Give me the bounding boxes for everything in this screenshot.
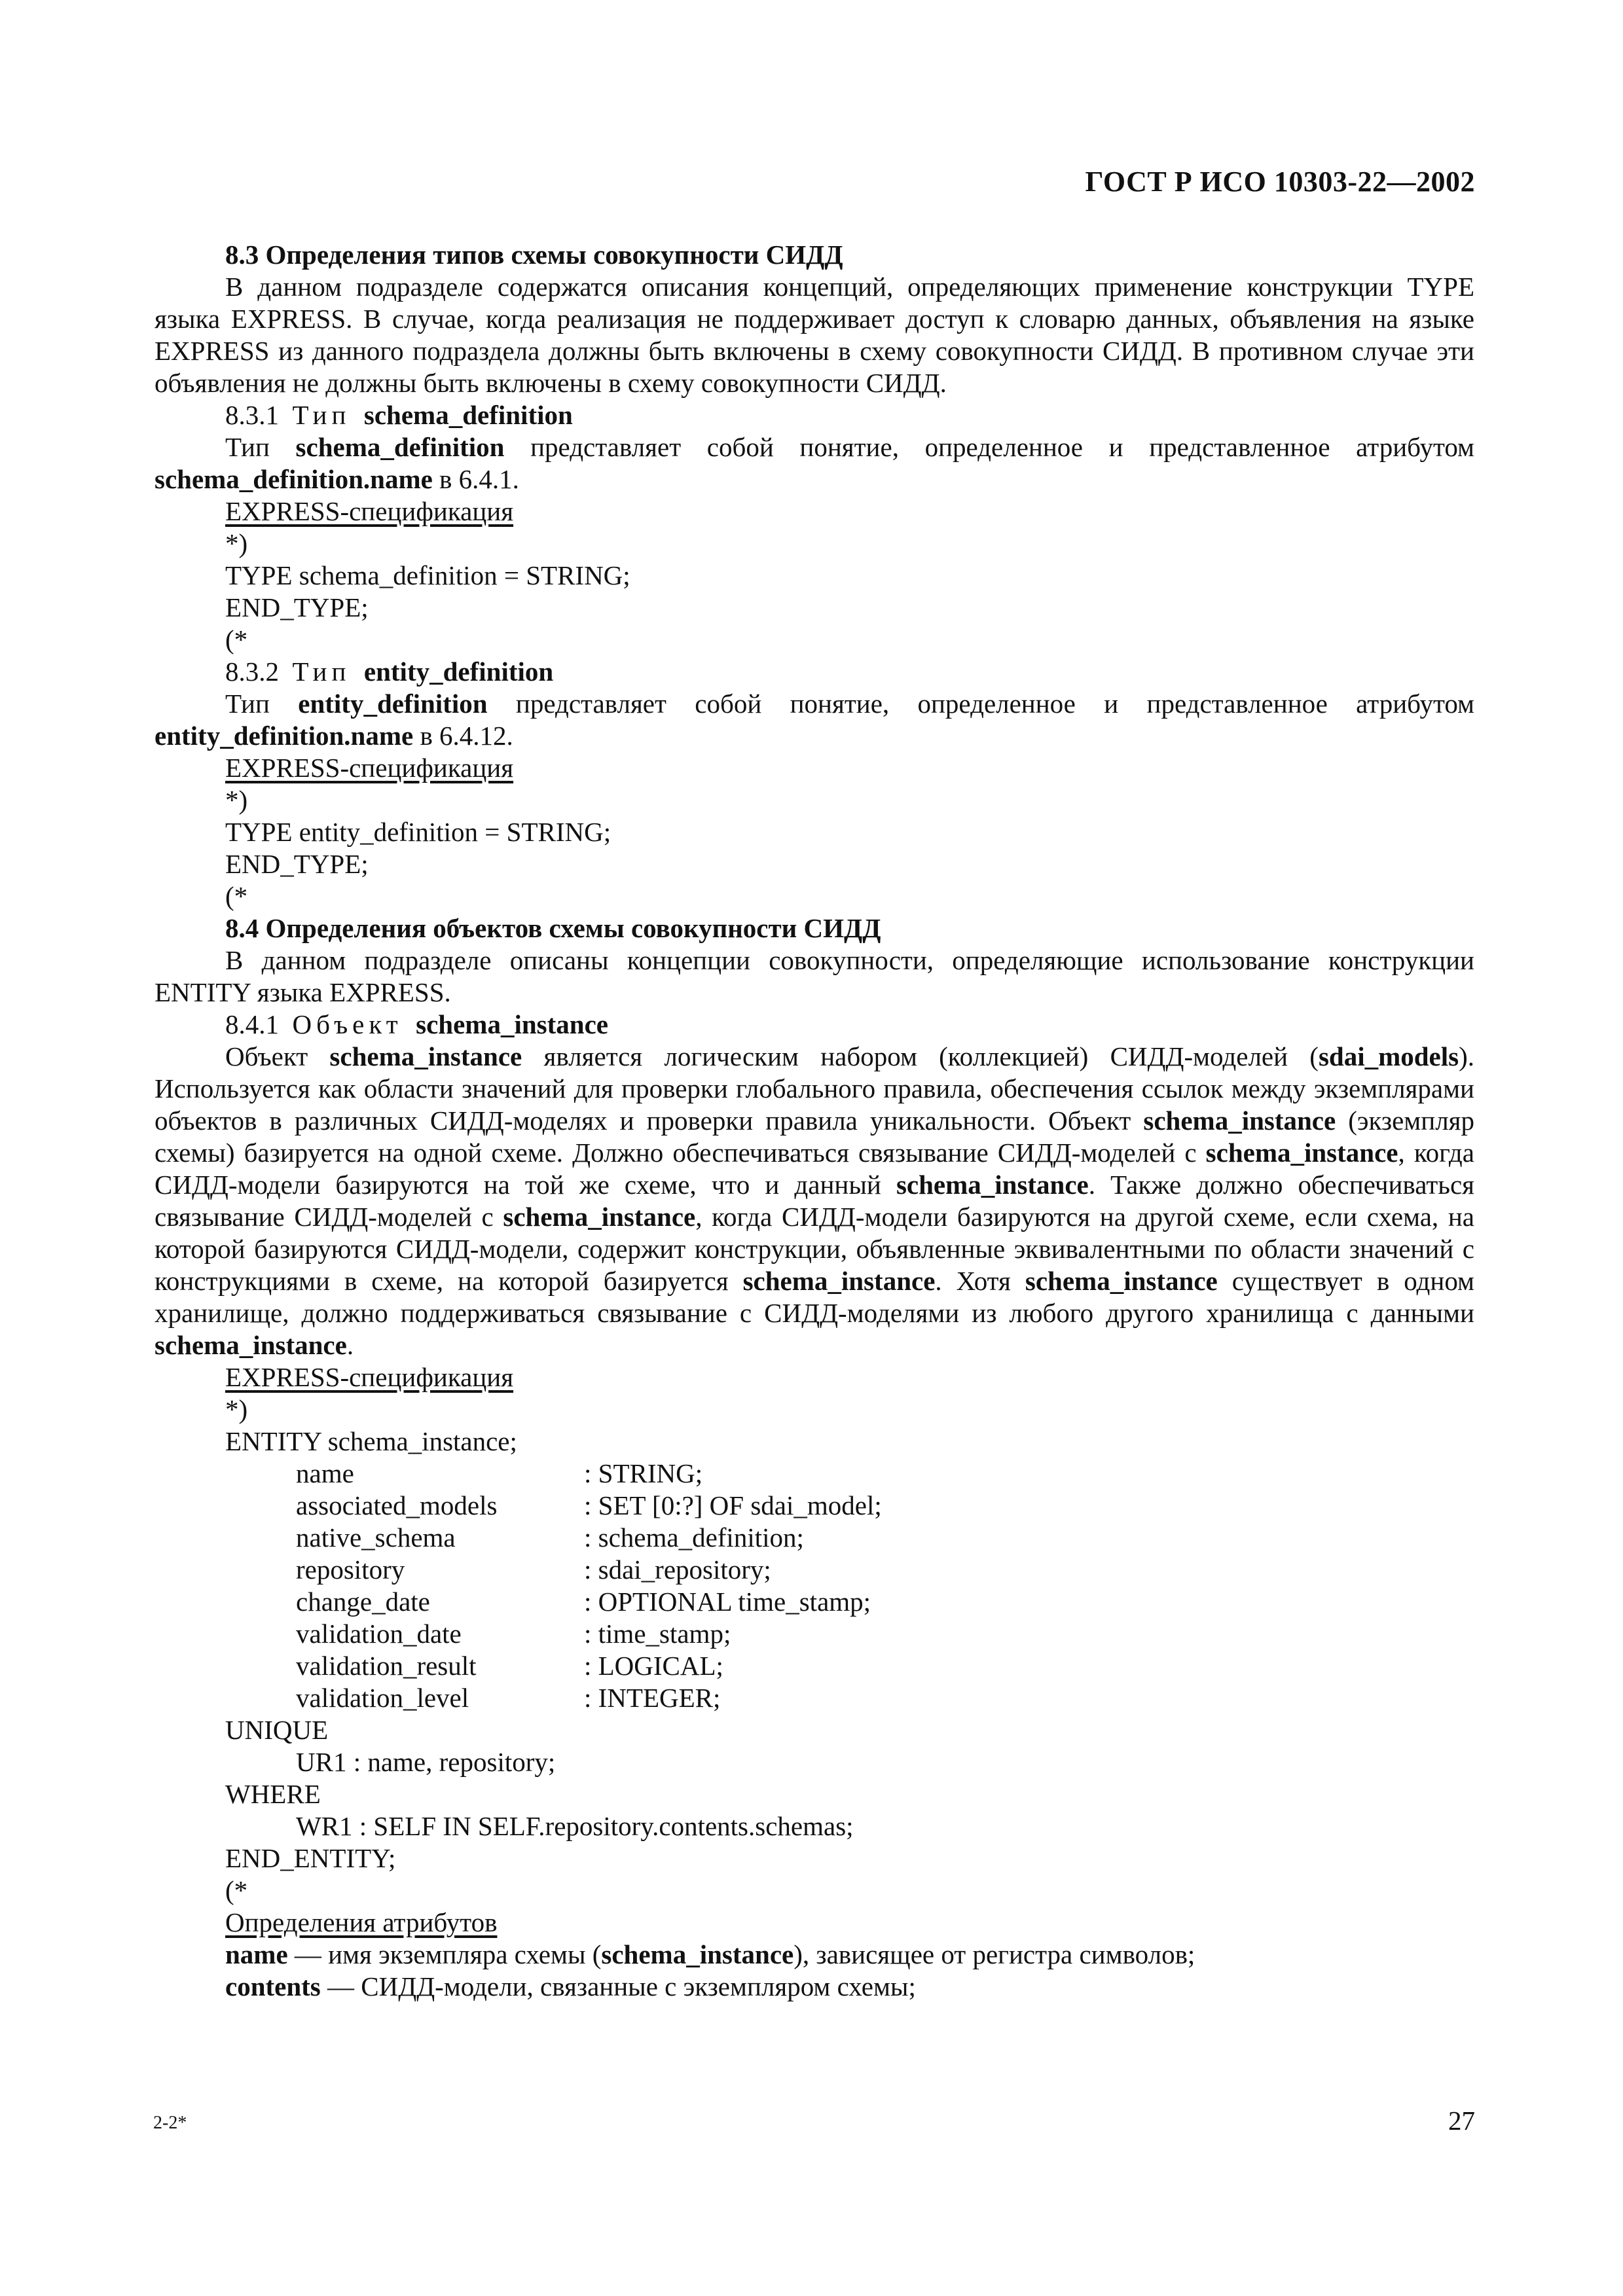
code-line: WHERE [225,1779,321,1809]
attribute-definition: contents — СИДД-модели, связанные с экземпляром схемы; [225,1971,916,2001]
section-8-4-heading: 8.4 Определения объектов схемы совокупности СИДД [225,913,881,943]
attribute-row: repository : sdai_repository; [296,1554,771,1585]
page-body [155,239,1474,2003]
code-line: END_TYPE; [225,849,369,879]
subsection-8-4-1-heading: 8.4.1 Объект schema_instance [225,1009,608,1039]
express-spec-label: EXPRESS-спецификация [225,753,514,783]
code-line: TYPE entity_definition = STRING; [225,817,611,847]
subsection-8-3-1-text: Тип schema_definition представляет собой понятие, определенное и представленное атрибутом schema_definition.name в 6.4.1. [155,432,1475,494]
subsection-8-3-1-heading: 8.3.1 Тип schema_definition [225,400,573,430]
section-8-4-text: В данном подразделе описаны концепции совокупности, определяющие использование конструкции ENTITY языка EXPRESS. [155,945,1474,1007]
code-line: *) [225,528,248,558]
code-line: UR1 : name, repository; [296,1747,556,1777]
subsection-8-3-2-text: Тип entity_definition представляет собой понятие, определенное и представленное атрибутом entity_definition.name в 6.4.12. [155,689,1475,751]
page-number: 27 [1448,2106,1475,2136]
attribute-row: validation_level : INTEGER; [296,1683,721,1713]
attribute-row: associated_models : SET [0:?] OF sdai_model; [296,1490,882,1520]
section-8-3-text: В данном подразделе содержатся описания концепций, определяющих применение конструкции TYPE языка EXPRESS. В случае, когда реализация не поддерживает доступ к словарю данных, объявления на языке EXPRESS из данного подраздела должны быть включены в схему совокупности СИДД. В противном случае эти объявления не должны быть включены в схему совокупности СИДД. [155,272,1474,398]
attribute-row: name : STRING; [296,1458,703,1488]
attribute-list [155,1458,1474,1714]
attribute-row: change_date : OPTIONAL time_stamp; [296,1587,871,1617]
code-line: *) [225,1394,248,1424]
code-line: END_TYPE; [225,592,369,622]
code-line: UNIQUE [225,1715,329,1745]
express-spec-label: EXPRESS-спецификация [225,1362,514,1392]
express-spec-label: EXPRESS-спецификация [225,496,514,526]
attribute-row: validation_result : LOGICAL; [296,1651,723,1681]
subsection-8-4-1-text: Объект schema_instance является логическим набором (коллекцией) СИДД-моделей (sdai_models). Используется как области значений для проверки глобального правила, обеспечения ссылок между экземплярами объектов в различных СИДД-моделях и проверки правила уникальности. Объект schema_instance (экземпляр схемы) базируется на одной схеме. Должно обеспечиваться связывание СИДД-моделей с schema_instance, когда СИДД-модели базируются на той же схеме, что и данный schema_instance. Также должно обеспечиваться связывание СИДД-моделей с schema_instance, когда СИДД-модели базируются на другой схеме, если схема, на которой базируются СИДД-модели, содержит конструкции, объявленные эквивалентными по области значений с конструкциями в схеме, на которой базируется schema_instance. Хотя schema_instance существует в одном хранилище, должно поддерживаться связывание с СИДД-моделями из любого другого хранилища с данными schema_instance. [155,1041,1475,1360]
code-line: WR1 : SELF IN SELF.repository.contents.schemas; [296,1811,854,1841]
attribute-row: native_schema : schema_definition; [296,1522,804,1552]
attribute-row: validation_date : time_stamp; [296,1619,731,1649]
code-line: (* [225,881,248,911]
code-line: TYPE schema_definition = STRING; [225,560,630,590]
section-8-3-heading: 8.3 Определения типов схемы совокупности СИДД [225,240,843,270]
code-line: END_ENTITY; [225,1843,396,1873]
attribute-definition: name — имя экземпляра схемы (schema_instance), зависящее от регистра символов; [225,1939,1195,1969]
code-line: (* [225,1875,248,1905]
code-line: ENTITY schema_instance; [225,1426,517,1456]
code-line: (* [225,624,248,655]
standard-header: ГОСТ Р ИСО 10303-22—2002 [1085,166,1475,198]
footer-signature: 2-2* [153,2113,187,2133]
code-line: *) [225,785,248,815]
attribute-definitions-label: Определения атрибутов [225,1907,498,1937]
subsection-8-3-2-heading: 8.3.2 Тип entity_definition [225,656,554,687]
